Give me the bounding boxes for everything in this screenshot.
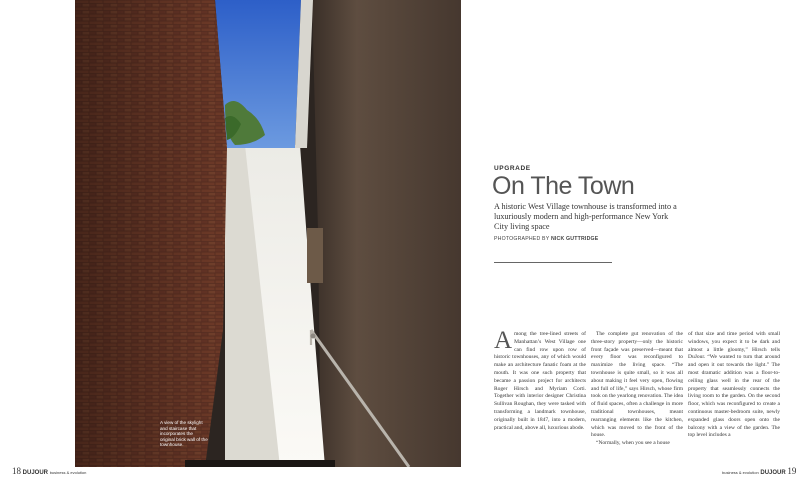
page-number-left: 18 — [12, 466, 21, 476]
body-column-2 — [591, 331, 683, 448]
drop-cap: A — [494, 327, 513, 354]
article-title: On The Town — [492, 172, 635, 200]
photo-caption: A view of the skylight and staircase that incorporates the original brick wall of the townhouse. — [160, 420, 208, 448]
page-number-right: 19 — [787, 466, 797, 476]
photographer-name: NICK GUTTRIDGE — [550, 236, 599, 242]
folio-prefix-right: business & evolution — [722, 470, 759, 475]
body-column-3 — [688, 331, 780, 440]
article-deck: A historic West Village townhouse is transformed into a luxuriously modern and high-performance New York City living space — [494, 202, 677, 231]
section-kicker: UPGRADE — [494, 165, 531, 172]
folio-right — [722, 466, 796, 476]
staircase-skylight-photo — [75, 0, 461, 467]
folio-brand-left: DUJOUR — [22, 470, 49, 476]
credit-prefix: PHOTOGRAPHED BY — [494, 236, 550, 242]
body-paragraph: The complete gut renovation of the three-story property—only the historic front façade was preserved—meant that every floor was reconfigured to maximize the living space. “The townhouse is quite small, so it was all about making it feel very open, flowing and full of life,” says Hirsch, whose firm took on the yearlong renovation. The idea of fluid spaces, often a challenge in more traditional townhouses, meant rearranging elements like the kitchen, which was moved to the front of the house. — [591, 331, 683, 439]
body-paragraph: of that size and time period with small windows, you expect it to be dark and almost a little gloomy,” Hirsch tells DuJour. “We wanted to turn that around and open it out towards the light.” The most dramatic addition was a floor-to-ceiling glass well in the rear of the property that seamlessly connects the living room to the garden. On the second floor, which was reconfigured to create a continuous master-bedroom suite, newly expanded glass doors open onto the balcony with a view of the garden. The top level includes a — [688, 331, 780, 439]
folio-left — [12, 466, 86, 476]
folio-brand-right: DUJOUR — [760, 470, 786, 476]
col1-text: mong the tree-lined streets of Manhattan’s West Village one can find row upon row of historic townhouses, any of which would make an architecture fanatic foam at the mouth. It was one such property that became a passion project for architects Roger Hirsch and Myriam Corti. Together with interior designer Christina Sullivan Roughan, they were tasked with transforming a landmark townhouse, originally built in 1847, into a modern, practical and, above all, luxurious abode. — [494, 331, 586, 431]
photo-credit — [494, 236, 598, 242]
body-paragraph — [494, 327, 586, 432]
body-column-1 — [494, 327, 586, 432]
body-paragraph: “Normally, when you see a house — [596, 440, 670, 447]
divider-rule — [494, 262, 612, 263]
folio-suffix-left: business & evolution — [49, 470, 87, 475]
